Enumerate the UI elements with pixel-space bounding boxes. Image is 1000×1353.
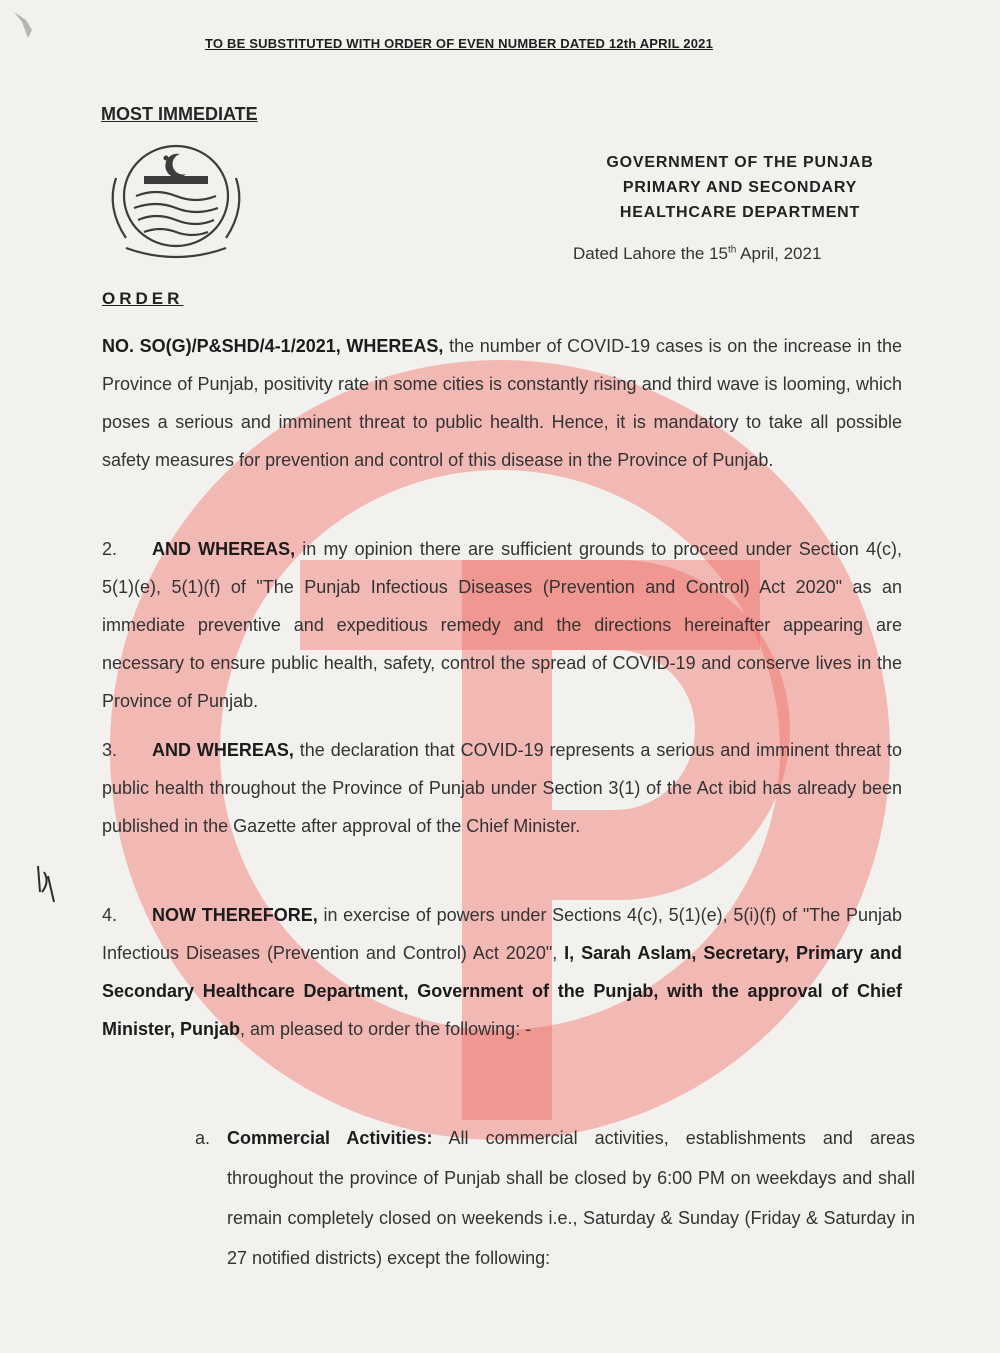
gov-line-2: PRIMARY AND SECONDARY xyxy=(622,179,858,196)
priority-label: MOST IMMEDIATE xyxy=(101,104,258,124)
substitution-note: TO BE SUBSTITUTED WITH ORDER OF EVEN NUMBER DATED 12th APRIL 2021 xyxy=(205,36,714,51)
p3-bold: AND WHEREAS, xyxy=(152,740,294,760)
date-line xyxy=(573,244,821,264)
p1-text: the number of COVID-19 cases is on the increase in the Province of Punjab, positivity rate in some cities is constantly rising and third wave is looming, which poses a serious and imminent threat to public health. Hence, it is mandatory to take all possible safety measures for prevention and control of this disease in the Province of Punjab. xyxy=(102,336,903,470)
p2-bold: AND WHEREAS, xyxy=(152,539,296,559)
p4-number: 4. xyxy=(102,905,118,925)
order-heading: ORDER xyxy=(102,289,184,308)
corner-mark xyxy=(8,8,42,50)
paragraph-1 xyxy=(102,327,902,479)
p1-bold: NO. SO(G)/P&SHD/4-1/2021, WHEREAS, xyxy=(102,336,444,356)
government-header xyxy=(560,150,920,225)
date-superscript: th xyxy=(728,244,737,256)
item-title: Commercial Activities: xyxy=(227,1128,433,1148)
p3-text: the declaration that COVID-19 represents a serious and imminent threat to public health throughout the Province of Punjab under Section 3(1) of the Act ibid has already been published in the Gazette after approval of the Chief Minister. xyxy=(102,740,902,836)
punjab-seal-emblem xyxy=(96,138,256,268)
gov-line-3: HEALTHCARE DEPARTMENT xyxy=(619,204,861,221)
p2-text: in my opinion there are sufficient grounds to proceed under Section 4(c), 5(1)(e), 5(1)(f) of "The Punjab Infectious Diseases (Prevention and Control) Act 2020" as an immediate preventive and expeditious remedy and the directions hereinafter appearing are necessary to ensure public health, safety, control the spread of COVID-19 and conserve lives in the Province of Punjab. xyxy=(102,539,902,711)
date-prefix: Dated Lahore the 15 xyxy=(573,244,729,263)
item-letter: a. xyxy=(195,1128,211,1148)
paragraph-2 xyxy=(102,530,902,720)
margin-annotation-mark xyxy=(30,862,60,906)
item-text: All commercial activities, establishments and areas throughout the province of Punjab shall be closed by 6:00 PM on weekdays and shall remain completely closed on weekends i.e., Saturday & Sunday (Friday & Saturday in 27 notified districts) except the following: xyxy=(227,1128,915,1268)
p4-text-2: , am pleased to order the following: - xyxy=(240,1019,532,1039)
p4-bold: NOW THEREFORE, xyxy=(152,905,318,925)
date-suffix: April, 2021 xyxy=(736,244,822,263)
p4-text-1: in exercise of powers under Sections 4(c), 5(1)(e), 5(i)(f) of "The Punjab Infectious Diseases (Prevention and Control) Act 2020", xyxy=(102,905,902,963)
list-item-commercial-activities xyxy=(195,1118,915,1278)
item-body xyxy=(227,1118,915,1278)
p2-number: 2. xyxy=(102,539,118,559)
p3-number: 3. xyxy=(102,740,118,760)
gov-line-1: GOVERNMENT OF THE PUNJAB xyxy=(606,154,874,171)
p4-bold-2: I, Sarah Aslam, Secretary, Primary and Secondary Healthcare Department, Government of the Punjab, with the approval of Chief Minister, Punjab xyxy=(102,943,902,1039)
paragraph-3 xyxy=(102,731,902,845)
paragraph-4 xyxy=(102,896,902,1048)
